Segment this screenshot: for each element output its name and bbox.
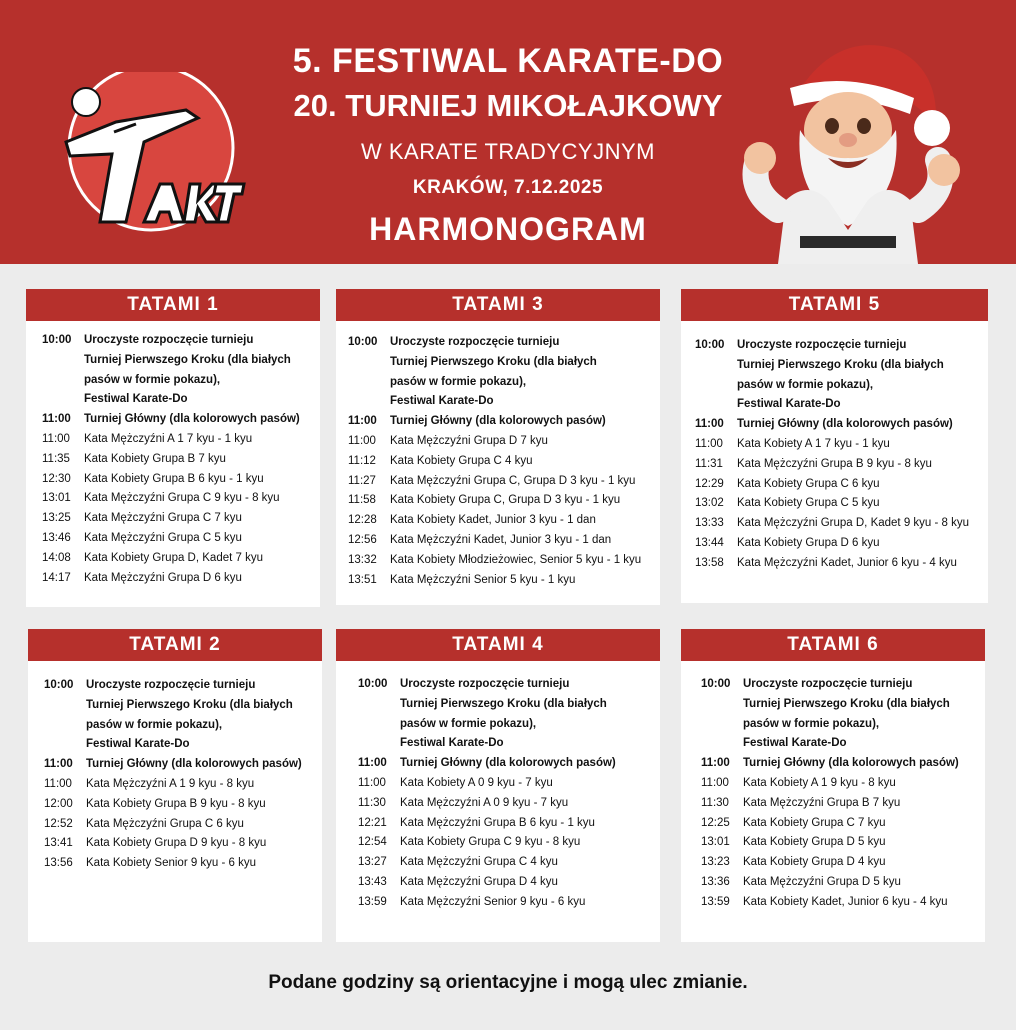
schedule-time: 11:00 <box>42 413 71 426</box>
tatami-title: TATAMI 2 <box>28 629 322 661</box>
schedule-event: Turniej Pierwszego Kroku (dla białych <box>743 697 950 710</box>
schedule-list <box>348 333 660 590</box>
schedule-row <box>701 734 985 754</box>
schedule-list <box>44 676 322 874</box>
tatami-panel <box>336 289 660 605</box>
schedule-time: 10:00 <box>348 336 378 348</box>
schedule-time: 11:00 <box>701 757 730 770</box>
schedule-time <box>42 371 84 391</box>
schedule-row <box>695 415 988 435</box>
schedule-row <box>701 774 985 794</box>
schedule-row <box>358 715 660 735</box>
schedule-row <box>44 775 322 795</box>
schedule-row <box>42 390 320 410</box>
schedule-time <box>44 735 86 755</box>
santa-mascot-illustration <box>738 30 978 264</box>
schedule-row <box>695 534 988 554</box>
schedule-row <box>695 435 988 455</box>
schedule-event: Kata Mężczyźni Grupa D 4 kyu <box>400 875 558 888</box>
schedule-event: Uroczyste rozpoczęcie turnieju <box>84 334 254 346</box>
schedule-row <box>348 571 660 591</box>
schedule-time: 13:27 <box>358 856 387 869</box>
schedule-row <box>42 410 320 430</box>
schedule-time: 13:23 <box>701 856 730 869</box>
schedule-time: 11:31 <box>695 457 723 470</box>
schedule-event: Kata Mężczyźni Grupa D 7 kyu <box>390 434 548 447</box>
schedule-time: 12:25 <box>701 816 730 829</box>
schedule-event: Kata Mężczyźni Grupa C, Grupa D 3 kyu - 1 kyu <box>390 474 636 487</box>
schedule-row <box>44 676 322 696</box>
schedule-event: Festiwal Karate-Do <box>400 737 504 750</box>
tatami-title: TATAMI 3 <box>336 289 660 321</box>
schedule-time <box>44 716 86 736</box>
schedule-event: Kata Kobiety Grupa D 6 kyu <box>737 536 880 549</box>
schedule-event: Kata Mężczyźni Grupa B 7 kyu <box>743 796 901 809</box>
schedule-time: 10:00 <box>358 678 388 690</box>
schedule-event: Kata Kobiety Młodzieżowiec, Senior 5 kyu - 1 kyu <box>390 553 642 566</box>
akt-logo <box>56 72 246 232</box>
schedule-event: Uroczyste rozpoczęcie turnieju <box>743 678 913 690</box>
schedule-time: 11:35 <box>42 452 70 465</box>
schedule-time: 12:54 <box>358 836 387 849</box>
schedule-row <box>42 549 320 569</box>
schedule-row <box>42 470 320 490</box>
disclaimer-note: Podane godziny są orientacyjne i mogą ulec zmianie. <box>268 972 748 993</box>
schedule-row <box>695 475 988 495</box>
schedule-time: 10:00 <box>42 334 72 346</box>
schedule-event: Festiwal Karate-Do <box>86 738 190 751</box>
schedule-event: Kata Mężczyźni Grupa B 6 kyu - 1 kyu <box>400 816 595 829</box>
schedule-time: 12:00 <box>44 797 73 810</box>
schedule-row <box>358 734 660 754</box>
tatami-title: TATAMI 1 <box>26 289 320 321</box>
schedule-event: pasów w formie pokazu), <box>743 717 880 730</box>
schedule-row <box>695 336 988 356</box>
schedule-time: 13:44 <box>695 536 724 549</box>
schedule-time: 12:56 <box>348 533 377 546</box>
schedule-time: 13:01 <box>701 836 730 849</box>
schedule-time: 13:58 <box>695 556 724 569</box>
schedule-time: 13:51 <box>348 573 377 586</box>
schedule-event: Kata Kobiety Kadet, Junior 6 kyu - 4 kyu <box>743 895 948 908</box>
schedule-row <box>358 814 660 834</box>
schedule-row <box>44 834 322 854</box>
schedule-time: 14:08 <box>42 551 71 564</box>
schedule-row <box>358 774 660 794</box>
schedule-time: 13:32 <box>348 553 377 566</box>
schedule-time: 12:29 <box>695 477 724 490</box>
schedule-row <box>701 754 985 774</box>
schedule-time: 13:56 <box>44 857 73 870</box>
schedule-row <box>695 395 988 415</box>
tatami-panel <box>28 629 322 942</box>
schedule-row <box>358 754 660 774</box>
schedule-time: 11:30 <box>701 796 729 809</box>
schedule-event: Kata Mężczyźni Grupa C 7 kyu <box>84 512 242 525</box>
schedule-row <box>44 735 322 755</box>
schedule-row <box>348 551 660 571</box>
schedule-time <box>358 715 400 735</box>
schedule-row <box>42 430 320 450</box>
schedule-time: 11:00 <box>348 415 377 428</box>
schedule-time <box>701 734 743 754</box>
schedule-time <box>42 390 84 410</box>
schedule-row <box>358 794 660 814</box>
schedule-row <box>358 893 660 913</box>
schedule-event: Turniej Główny (dla kolorowych pasów) <box>84 413 300 426</box>
tatami-title: TATAMI 4 <box>336 629 660 661</box>
schedule-event: Uroczyste rozpoczęcie turnieju <box>390 336 560 348</box>
schedule-event: Turniej Główny (dla kolorowych pasów) <box>390 415 606 428</box>
schedule-time: 11:00 <box>42 432 70 445</box>
schedule-row <box>42 509 320 529</box>
tatami-panel <box>681 289 988 603</box>
schedule-event: Turniej Pierwszego Kroku (dla białych <box>84 353 291 366</box>
schedule-event: Kata Kobiety Grupa C, Grupa D 3 kyu - 1 kyu <box>390 494 621 507</box>
location-date: KRAKÓW, 7.12.2025 <box>412 177 604 198</box>
schedule-event: Kata Kobiety Grupa C 5 kyu <box>737 497 880 510</box>
schedule-row <box>695 356 988 376</box>
schedule-time <box>358 734 400 754</box>
schedule-event: Uroczyste rozpoczęcie turnieju <box>86 679 256 691</box>
tournament-title: 20. TURNIEJ MIKOŁAJKOWY <box>293 88 723 123</box>
schedule-event: Kata Kobiety Grupa D 9 kyu - 8 kyu <box>86 837 267 850</box>
schedule-row <box>348 412 660 432</box>
schedule-event: pasów w formie pokazu), <box>86 718 223 731</box>
schedule-event: Kata Kobiety A 0 9 kyu - 7 kyu <box>400 776 553 789</box>
schedule-row <box>42 351 320 371</box>
schedule-event: Turniej Główny (dla kolorowych pasów) <box>743 757 959 770</box>
schedule-event: Kata Kobiety Grupa D 4 kyu <box>743 856 886 869</box>
schedule-time: 13:59 <box>358 895 387 908</box>
schedule-time <box>358 695 400 715</box>
schedule-event: Kata Mężczyźni Grupa C 5 kyu <box>84 531 242 544</box>
schedule-row <box>42 569 320 589</box>
schedule-event: Turniej Pierwszego Kroku (dla białych <box>390 355 597 368</box>
schedule-row <box>695 494 988 514</box>
schedule-row <box>695 554 988 574</box>
schedule-time: 11:00 <box>44 777 72 790</box>
schedule-time: 13:41 <box>44 837 73 850</box>
schedule-event: Kata Kobiety Grupa B 6 kyu - 1 kyu <box>84 472 264 485</box>
schedule-row <box>44 716 322 736</box>
schedule-event: Kata Mężczyźni Grupa C 6 kyu <box>86 817 244 830</box>
schedule-row <box>348 392 660 412</box>
tatami-panel <box>681 629 985 942</box>
schedule-row <box>348 452 660 472</box>
schedule-event: Kata Mężczyźni Grupa C 4 kyu <box>400 856 558 869</box>
schedule-row <box>44 854 322 874</box>
schedule-time <box>348 392 390 412</box>
schedule-time <box>701 715 743 735</box>
header-banner <box>0 0 1016 264</box>
festival-title: 5. FESTIWAL KARATE-DO <box>292 42 724 80</box>
schedule-row <box>701 675 985 695</box>
schedule-row <box>358 853 660 873</box>
schedule-row <box>42 331 320 351</box>
schedule-time <box>44 696 86 716</box>
schedule-event: Festiwal Karate-Do <box>390 395 494 408</box>
schedule-row <box>701 715 985 735</box>
schedule-event: pasów w formie pokazu), <box>737 378 874 391</box>
schedule-time: 14:17 <box>42 571 71 584</box>
subtitle: W KARATE TRADYCYJNYM <box>361 139 655 164</box>
schedule-time: 11:00 <box>348 434 376 447</box>
schedule-time <box>695 356 737 376</box>
schedule-time <box>695 376 737 396</box>
schedule-time: 11:00 <box>358 757 387 770</box>
schedule-row <box>348 353 660 373</box>
tatami-title: TATAMI 5 <box>681 289 988 321</box>
schedule-time: 10:00 <box>44 679 74 691</box>
schedule-time: 12:30 <box>42 472 71 485</box>
schedule-row <box>348 511 660 531</box>
schedule-event: Kata Kobiety Grupa D 5 kyu <box>743 836 886 849</box>
schedule-time: 13:36 <box>701 875 730 888</box>
schedule-row <box>348 472 660 492</box>
schedule-time: 13:01 <box>42 492 71 505</box>
schedule-time: 12:21 <box>358 816 387 829</box>
schedule-event: Kata Mężczyźni Kadet, Junior 3 kyu - 1 dan <box>390 533 612 546</box>
schedule-list <box>695 336 988 574</box>
schedule-event: Kata Kobiety Grupa B 7 kyu <box>84 452 226 465</box>
schedule-row <box>695 514 988 534</box>
schedule-time: 11:27 <box>348 474 376 487</box>
schedule-row <box>348 373 660 393</box>
schedule-row <box>358 833 660 853</box>
schedule-row <box>358 695 660 715</box>
schedule-time: 13:25 <box>42 512 71 525</box>
schedule-row <box>44 795 322 815</box>
schedule-time <box>348 353 390 373</box>
schedule-list <box>701 675 985 913</box>
schedule-row <box>701 833 985 853</box>
schedule-time: 12:28 <box>348 514 377 527</box>
schedule-time: 11:00 <box>701 776 729 789</box>
schedule-time: 10:00 <box>701 678 731 690</box>
schedule-time <box>348 373 390 393</box>
schedule-event: Uroczyste rozpoczęcie turnieju <box>400 678 570 690</box>
schedule-event: Kata Mężczyźni A 1 9 kyu - 8 kyu <box>86 777 255 790</box>
schedule-time <box>701 695 743 715</box>
schedule-event: Festiwal Karate-Do <box>84 393 188 406</box>
schedule-time: 11:00 <box>44 758 73 771</box>
schedule-event: Turniej Główny (dla kolorowych pasów) <box>86 758 302 771</box>
schedule-row <box>42 450 320 470</box>
schedule-row <box>42 371 320 391</box>
schedule-event: Kata Kobiety Grupa B 9 kyu - 8 kyu <box>86 797 266 810</box>
schedule-event: Kata Kobiety Grupa C 6 kyu <box>737 477 880 490</box>
schedule-time: 13:02 <box>695 497 724 510</box>
schedule-row <box>701 853 985 873</box>
schedule-event: Kata Mężczyźni Grupa D 6 kyu <box>84 571 242 584</box>
schedule-event: pasów w formie pokazu), <box>400 717 537 730</box>
schedule-time: 13:59 <box>701 895 730 908</box>
schedule-row <box>701 695 985 715</box>
schedule-event: Turniej Pierwszego Kroku (dla białych <box>400 697 607 710</box>
schedule-time: 10:00 <box>695 339 725 351</box>
schedule-event: Turniej Główny (dla kolorowych pasów) <box>737 418 953 431</box>
schedule-event: Kata Mężczyźni Senior 9 kyu - 6 kyu <box>400 895 586 908</box>
schedule-event: Kata Mężczyźni Grupa D 5 kyu <box>743 875 901 888</box>
schedule-event: Festiwal Karate-Do <box>737 398 841 411</box>
schedule-row <box>348 531 660 551</box>
schedule-event: Uroczyste rozpoczęcie turnieju <box>737 339 907 351</box>
schedule-event: Kata Mężczyźni Grupa C 9 kyu - 8 kyu <box>84 492 280 505</box>
schedule-event: Kata Mężczyźni Grupa D, Kadet 9 kyu - 8 kyu <box>737 517 970 530</box>
schedule-heading: HARMONOGRAM <box>369 211 647 247</box>
schedule-event: Kata Kobiety Grupa D, Kadet 7 kyu <box>84 551 263 564</box>
schedule-row <box>695 455 988 475</box>
schedule-event: Kata Mężczyźni Senior 5 kyu - 1 kyu <box>390 573 576 586</box>
schedule-event: Kata Mężczyźni Grupa B 9 kyu - 8 kyu <box>737 457 932 470</box>
schedule-event: pasów w formie pokazu), <box>390 375 527 388</box>
schedule-time: 13:33 <box>695 517 724 530</box>
schedule-row <box>358 873 660 893</box>
schedule-event: Kata Kobiety A 1 7 kyu - 1 kyu <box>737 437 890 450</box>
schedule-row <box>701 873 985 893</box>
schedule-event: Turniej Pierwszego Kroku (dla białych <box>737 358 944 371</box>
schedule-list <box>42 331 320 588</box>
schedule-event: Turniej Główny (dla kolorowych pasów) <box>400 757 616 770</box>
schedule-row <box>701 794 985 814</box>
tatami-panel <box>26 289 320 607</box>
schedule-event: Kata Kobiety Grupa C 7 kyu <box>743 816 886 829</box>
schedule-time <box>695 395 737 415</box>
schedule-event: Kata Mężczyźni A 0 9 kyu - 7 kyu <box>400 796 569 809</box>
schedule-time: 11:00 <box>695 437 723 450</box>
schedule-row <box>44 755 322 775</box>
schedule-event: Kata Kobiety Grupa C 9 kyu - 8 kyu <box>400 836 581 849</box>
schedule-time <box>42 351 84 371</box>
schedule-row <box>358 675 660 695</box>
schedule-row <box>348 333 660 353</box>
schedule-row <box>42 529 320 549</box>
schedule-row <box>695 376 988 396</box>
schedule-row <box>42 489 320 509</box>
schedule-event: Kata Kobiety A 1 9 kyu - 8 kyu <box>743 776 896 789</box>
schedule-time: 13:43 <box>358 875 387 888</box>
schedule-row <box>348 491 660 511</box>
schedule-time: 12:52 <box>44 817 73 830</box>
schedule-time: 11:58 <box>348 494 376 507</box>
schedule-row <box>44 696 322 716</box>
tatami-title: TATAMI 6 <box>681 629 985 661</box>
schedule-time: 11:00 <box>358 776 386 789</box>
tatami-panel <box>336 629 660 942</box>
schedule-event: Festiwal Karate-Do <box>743 737 847 750</box>
schedule-time: 11:30 <box>358 796 386 809</box>
schedule-list <box>358 675 660 913</box>
schedule-time: 11:12 <box>348 454 376 467</box>
schedule-row <box>44 815 322 835</box>
schedule-event: Kata Kobiety Kadet, Junior 3 kyu - 1 dan <box>390 514 596 527</box>
schedule-event: Kata Mężczyźni Kadet, Junior 6 kyu - 4 kyu <box>737 556 957 569</box>
schedule-event: Turniej Pierwszego Kroku (dla białych <box>86 698 293 711</box>
schedule-time: 13:46 <box>42 531 71 544</box>
schedule-event: Kata Mężczyźni A 1 7 kyu - 1 kyu <box>84 432 253 445</box>
schedule-row <box>701 893 985 913</box>
schedule-event: Kata Kobiety Senior 9 kyu - 6 kyu <box>86 857 257 870</box>
schedule-time: 11:00 <box>695 418 724 431</box>
schedule-row <box>348 432 660 452</box>
schedule-event: pasów w formie pokazu), <box>84 373 221 386</box>
schedule-event: Kata Kobiety Grupa C 4 kyu <box>390 454 533 467</box>
schedule-row <box>701 814 985 834</box>
